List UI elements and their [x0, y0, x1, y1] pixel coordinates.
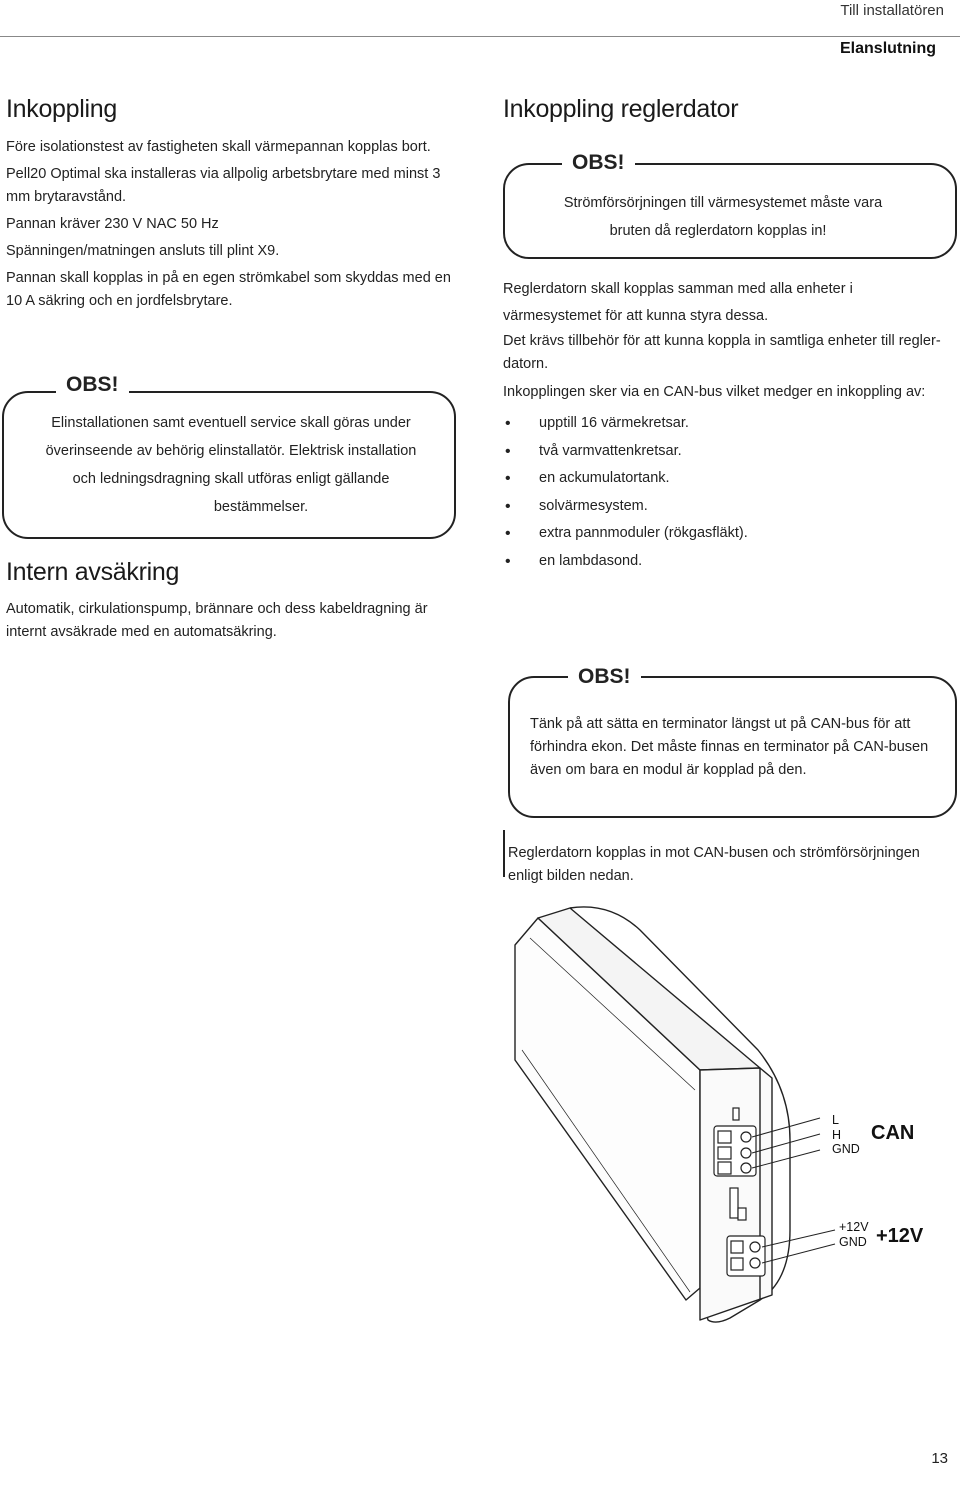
- inkoppling-heading: Inkoppling: [6, 95, 117, 123]
- intern-avsakring-heading: Intern avsäkring: [6, 558, 180, 586]
- obs-line: bruten då reglerdatorn kopplas in!: [609, 223, 827, 239]
- inkoppling-paragraph: Före isolationstest av fastigheten skall värmepannan kopplas bort.: [6, 139, 431, 155]
- obs-line: Strömförsörjningen till värmesystemet måste vara: [563, 195, 883, 211]
- reglerdator-paragraph: Det krävs tillbehör för att kunna koppla in samtliga enheter till reglerdatorn.: [503, 333, 941, 372]
- obs-label: OBS!: [56, 373, 129, 397]
- obs-line: Elinstallationen samt eventuell service skall göras under: [51, 415, 411, 431]
- obs-notice-text: [503, 189, 953, 245]
- caption-marker-line: [503, 830, 505, 877]
- reglerdator-heading: Inkoppling reglerdator: [503, 95, 739, 123]
- can-pin-label: H: [832, 1128, 842, 1142]
- power-pin-label: +12V: [839, 1220, 869, 1234]
- list-item: • extra pannmoduler (rökgasfläkt).: [505, 520, 945, 548]
- obs-notice-text: Tänk på att sätta en terminator längst ut på CAN-bus för att förhindra ekon. Det måste finnas en terminator på CAN-busen även om bara en modul är kopplad på den.: [530, 716, 929, 778]
- controller-connection-diagram: [490, 900, 960, 1340]
- page-number: 13: [931, 1450, 948, 1467]
- inkoppling-paragraph: Pell20 Optimal ska installeras via allpolig arbetsbrytare med minst 3 mm brytaravstånd.: [6, 166, 441, 205]
- obs-label: OBS!: [562, 151, 635, 175]
- can-bus-label: CAN: [871, 1122, 915, 1144]
- power-pin-label: GND: [839, 1235, 867, 1249]
- list-item: • en lambdasond.: [505, 548, 945, 576]
- list-item: • solvärmesystem.: [505, 493, 945, 521]
- inkoppling-paragraph: Pannan skall kopplas in på en egen strömkabel som skyddas med en 10 A säkring och en jordfelsbrytare.: [6, 270, 451, 309]
- obs-label: OBS!: [568, 665, 641, 689]
- controller-device-illustration: [490, 900, 960, 1340]
- header-divider: [0, 36, 960, 37]
- obs-line: och ledningsdragning skall utföras enligt gällande: [72, 471, 390, 487]
- list-item: • upptill 16 värmekretsar.: [505, 410, 945, 438]
- list-item: • en ackumulatortank.: [505, 465, 945, 493]
- obs-line: överinseende av behörig elinstallatör. Elektrisk installation: [45, 443, 417, 459]
- inkoppling-paragraph: Spänningen/matningen ansluts till plint X9.: [6, 243, 280, 259]
- inkoppling-paragraph: Pannan kräver 230 V NAC 50 Hz: [6, 216, 219, 232]
- intern-avsakring-text: Automatik, cirkulationspump, brännare och dess kabeldragning är internt avsäkrade med en automatsäkring.: [6, 601, 428, 640]
- reglerdator-body: [503, 276, 953, 406]
- header-section-label: Till installatören: [840, 2, 944, 19]
- figure-caption: Reglerdatorn kopplas in mot CAN-busen och strömförsörjningen enligt bilden nedan.: [508, 845, 920, 884]
- header-chapter-title: Elanslutning: [840, 40, 936, 57]
- can-pin-label: L: [832, 1113, 839, 1127]
- reglerdator-paragraph: Inkopplingen sker via en CAN-bus vilket medger en inkoppling av:: [503, 384, 926, 400]
- inkoppling-body: [6, 136, 471, 313]
- obs-line: bestämmelser.: [213, 499, 309, 515]
- obs-notice-text: [6, 409, 456, 521]
- can-bus-device-list: [505, 410, 945, 575]
- list-item: • två varmvattenkretsar.: [505, 438, 945, 466]
- power-supply-label: +12V: [876, 1225, 924, 1247]
- can-pin-label: GND: [832, 1142, 860, 1156]
- reglerdator-paragraph: Reglerdatorn skall kopplas samman med alla enheter i värmesystemet för att kunna styra dessa.: [503, 281, 853, 324]
